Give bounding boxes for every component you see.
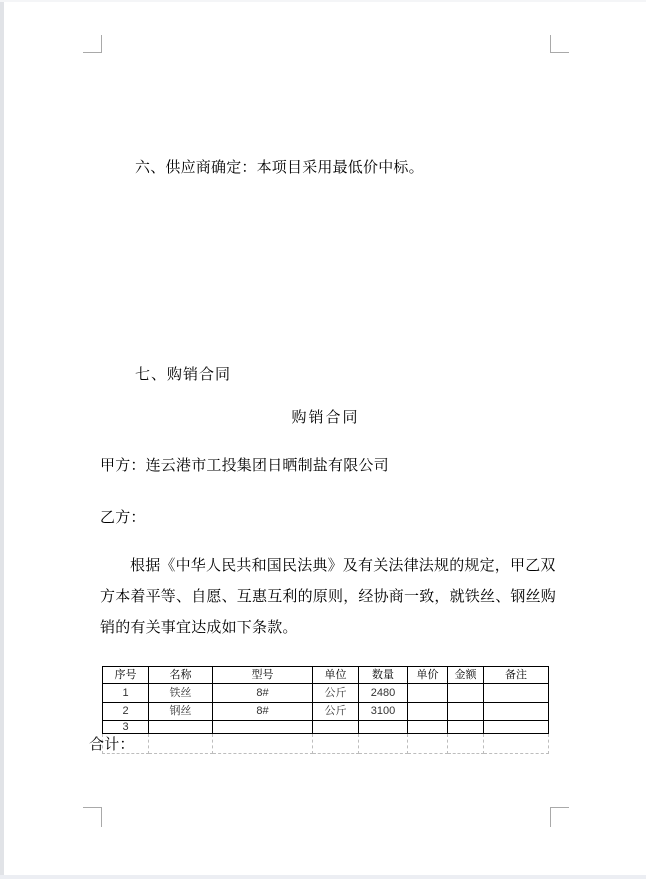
goods-table [89,666,549,754]
crop-mark-top-left [101,35,102,53]
body-paragraph-line: 销的有关事宜达成如下条款。 [100,619,298,636]
table-cell [408,721,448,734]
table-cell [313,734,359,754]
col-header: 序号 [103,667,149,684]
table-cell [448,734,484,754]
table-cell: 3100 [359,703,408,721]
table-cell: 2 [103,703,149,721]
col-header: 金额 [448,667,484,684]
table-cell [448,721,484,734]
party-a-line: 甲方：连云港市工投集团日晒制盐有限公司 [100,457,389,474]
table-row [103,721,549,734]
table-header-row [103,667,549,684]
col-header: 名称 [149,667,213,684]
table-cell [484,721,549,734]
table-row [103,703,549,721]
col-header: 数量 [359,667,408,684]
viewer-bottom-edge [0,875,646,879]
table-cell [484,684,549,703]
table-cell [89,734,149,754]
table-cell [484,703,549,721]
table-cell [359,721,408,734]
party-b-line: 乙方： [100,509,146,526]
table-cell [484,734,549,754]
crop-mark-top-right [550,52,569,53]
viewer-left-edge [0,0,4,879]
table-cell: 2480 [359,684,408,703]
table-cell: 8# [213,684,313,703]
table-cell [448,684,484,703]
table-cell [149,721,213,734]
col-header: 单价 [408,667,448,684]
crop-mark-bottom-right [550,807,569,808]
table-cell: 3 [103,721,149,734]
col-header: 单位 [313,667,359,684]
crop-mark-top-right [550,35,551,53]
crop-mark-bottom-right [550,807,551,827]
table-cell [408,703,448,721]
contract-title: 购销合同 [291,409,360,426]
body-paragraph-line: 方本着平等、自愿、互惠互利的原则，经协商一致，就铁丝、钢丝购 [100,588,557,605]
table-cell [213,734,313,754]
table-cell [448,703,484,721]
table-cell: 8# [213,703,313,721]
table-cell: 钢丝 [149,703,213,721]
viewer-top-edge [0,0,646,2]
table-cell [359,734,408,754]
table-cell: 1 [103,684,149,703]
crop-mark-bottom-left [101,807,102,827]
table-total-row [103,734,549,754]
col-header: 备注 [484,667,549,684]
table-cell: 公斤 [313,684,359,703]
table-cell [408,684,448,703]
crop-mark-top-left [83,52,101,53]
table-cell: 铁丝 [149,684,213,703]
section-7-heading: 七、购销合同 [135,366,232,383]
body-paragraph-line: 根据《中华人民共和国民法典》及有关法律法规的规定，甲乙双 [130,557,556,574]
table-cell [408,734,448,754]
table-cell [313,721,359,734]
crop-mark-bottom-left [83,807,101,808]
total-label: 合计： [89,736,135,753]
col-header: 型号 [213,667,313,684]
table-row [103,684,549,703]
table-cell [213,721,313,734]
table-cell: 公斤 [313,703,359,721]
section-6-heading: 六、供应商确定：本项目采用最低价中标。 [135,159,424,176]
table-cell [149,734,213,754]
